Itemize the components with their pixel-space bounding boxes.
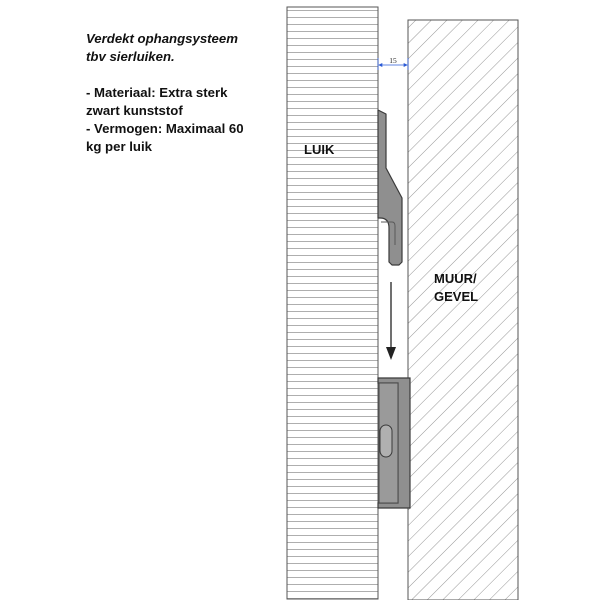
upper-hook-bracket: [378, 110, 402, 265]
wall-label-line-2: GEVEL: [434, 289, 479, 304]
wall-label-line-1: MUUR/: [434, 271, 477, 286]
capacity-line-2: kg per luik: [86, 139, 152, 154]
shutter-label: LUIK: [304, 142, 335, 157]
capacity-line-1: - Vermogen: Maximaal 60: [86, 121, 244, 136]
shutter-panel: [287, 7, 378, 599]
material-line-2: zwart kunststof: [86, 103, 183, 118]
wall-panel: [408, 20, 518, 600]
bracket-slot: [380, 425, 392, 457]
description-title-line-1: Verdekt ophangsysteem: [86, 31, 238, 46]
material-line-1: - Materiaal: Extra sterk: [86, 85, 228, 100]
dimension-value: 15: [389, 56, 397, 65]
direction-arrow-head: [386, 347, 396, 360]
description-title-line-2: tbv sierluiken.: [86, 49, 175, 64]
